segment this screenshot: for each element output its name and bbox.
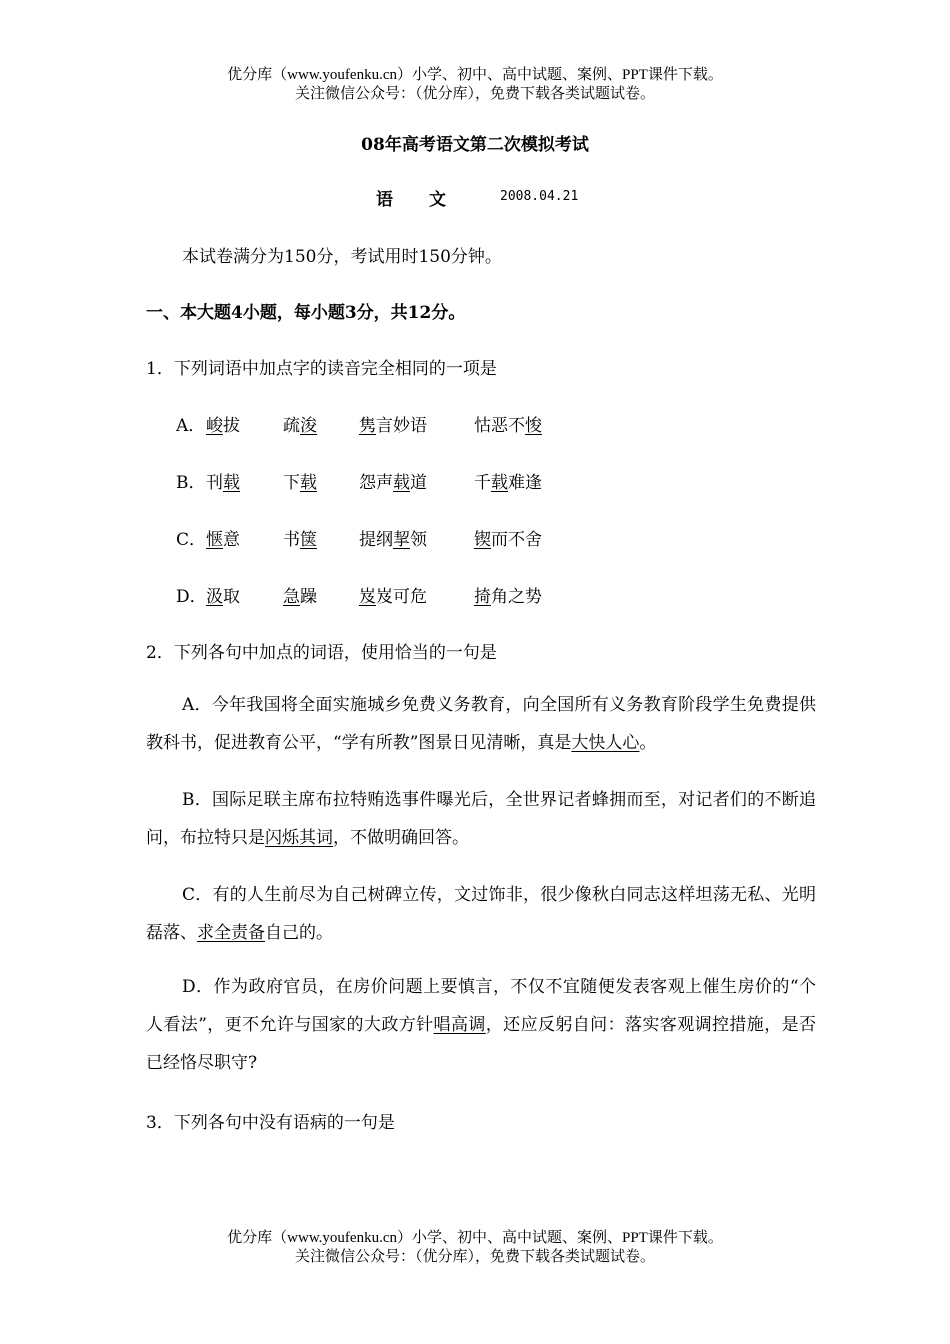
option-word: 锲而不舍: [474, 530, 542, 550]
option-word: 提纲挈领: [359, 530, 427, 550]
option-word: 疏浚: [283, 416, 317, 436]
footer-line-1: 优分库（www.youfenku.cn）小学、初中、高中试题、案例、PPT课件下载。: [227, 1230, 723, 1246]
question-2-option-b: B．国际足联主席布拉特贿选事件曝光后，全世界记者蜂拥而至，对记者们的不断追问，布拉特只是闪烁其词，不做明确回答。: [146, 790, 816, 848]
section-heading: 一、本大题4小题，每小题3分，共12分。: [146, 303, 466, 323]
option-word: 汲取: [206, 587, 240, 607]
option-word: 下载: [283, 473, 317, 493]
option-word: 怨声载道: [359, 473, 427, 493]
option-label: A．: [176, 416, 206, 436]
header-line-1: 优分库（www.youfenku.cn）小学、初中、高中试题、案例、PPT课件下载。: [227, 67, 723, 83]
header-line-2: 关注微信公众号：（优分库），免费下载各类试题试卷。: [294, 86, 655, 102]
option-word: 怙恶不悛: [474, 416, 542, 436]
exam-intro: 本试卷满分为150分，考试用时150分钟。: [182, 247, 502, 267]
page-header: [0, 66, 950, 104]
question-3-stem: 3．下列各句中没有语病的一句是: [146, 1113, 395, 1133]
option-word: 隽言妙语: [359, 416, 427, 436]
question-2-option-d: D．作为政府官员，在房价问题上要慎言，不仅不宜随便发表客观上催生房价的“个人看法”，更不允许与国家的大政方针唱高调，还应反躬自问：落实客观调控措施，是否已经恪尽职守?: [146, 977, 817, 1073]
option-word: 急躁: [283, 587, 317, 607]
page-footer: [0, 1229, 950, 1267]
option-word: 书箧: [283, 530, 317, 550]
option-word: 掎角之势: [474, 587, 542, 607]
option-word: 岌岌可危: [359, 587, 427, 607]
subject-label: 语文: [376, 190, 482, 210]
exam-title: 08年高考语文第二次模拟考试: [361, 135, 589, 155]
exam-date: 2008.04.21: [500, 189, 579, 204]
option-word: 惬意: [206, 530, 240, 550]
question-2-stem: 2．下列各句中加点的词语，使用恰当的一句是: [146, 643, 497, 663]
footer-line-2: 关注微信公众号：（优分库），免费下载各类试题试卷。: [294, 1249, 655, 1265]
question-2-option-a: A．今年我国将全面实施城乡免费义务教育，向全国所有义务教育阶段学生免费提供教科书，促进教育公平，“学有所教”图景日见清晰，真是大快人心。: [146, 695, 816, 753]
option-word: 峻拔: [206, 416, 240, 436]
question-2-option-c: C．有的人生前尽为自己树碑立传，文过饰非，很少像秋白同志这样坦荡无私、光明磊落、求全责备自己的。: [146, 885, 816, 943]
option-word: 刊载: [206, 473, 240, 493]
option-label: C．: [176, 530, 207, 550]
option-label: D．: [176, 587, 207, 607]
option-word: 千载难逢: [474, 473, 542, 493]
option-label: B．: [176, 473, 206, 493]
question-1-stem: 1．下列词语中加点字的读音完全相同的一项是: [146, 359, 497, 379]
